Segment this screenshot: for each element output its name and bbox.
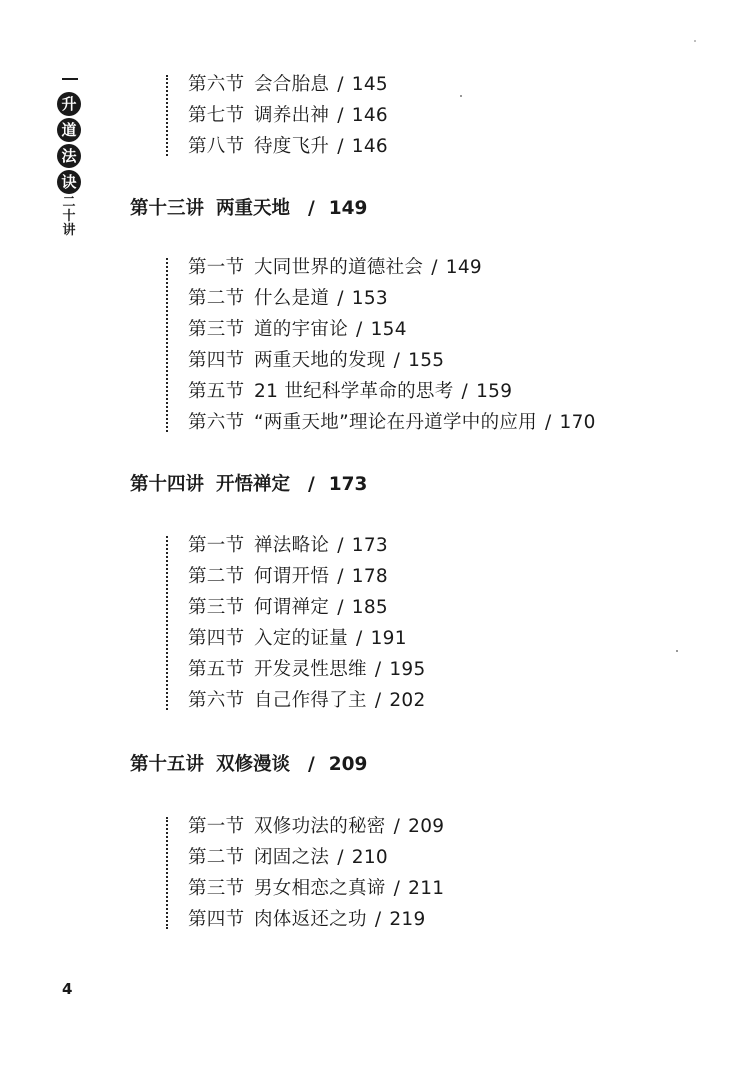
section-title: 21 世纪科学革命的思考: [254, 381, 454, 402]
section-list: [166, 69, 388, 162]
chapter-page: 149: [328, 198, 368, 219]
section-title: 道的宇宙论: [254, 319, 349, 340]
section-number: 第三节: [188, 319, 245, 340]
dotted-rail: [166, 258, 168, 432]
section-page: 173: [351, 535, 388, 556]
section-title: 入定的证量: [254, 628, 349, 649]
separator: /: [393, 878, 401, 899]
chapter-title: 双修漫谈: [216, 754, 291, 775]
separator: /: [337, 74, 344, 95]
toc-section-entry[interactable]: [166, 873, 444, 904]
chapter-number: 第十五讲: [130, 754, 205, 775]
dotted-rail: [166, 817, 168, 929]
chapter-title: 开悟禅定: [216, 474, 291, 495]
chapter-page: 209: [328, 754, 368, 775]
separator: /: [356, 628, 363, 649]
toc-section-entry[interactable]: [166, 69, 388, 100]
section-title: 会合胎息: [254, 74, 330, 95]
section-title: 男女相恋之真谛: [254, 878, 386, 899]
section-number: 第四节: [188, 350, 245, 371]
toc-chapter-heading[interactable]: [130, 470, 367, 500]
separator: /: [337, 597, 344, 618]
section-title: 肉体返还之功: [254, 909, 367, 930]
chapter-page: 173: [328, 474, 368, 495]
separator: /: [308, 754, 315, 775]
section-number: 第六节: [188, 690, 245, 711]
section-title: 闭固之法: [254, 847, 330, 868]
running-title-sub-char: 十: [62, 209, 76, 224]
section-title: 自己作得了主: [254, 690, 367, 711]
separator: /: [337, 136, 344, 157]
separator: /: [393, 816, 401, 837]
toc-chapter-heading[interactable]: [130, 194, 367, 224]
scan-speck: [460, 95, 462, 97]
section-page: 155: [408, 350, 445, 371]
section-page: 191: [370, 628, 407, 649]
section-page: 219: [389, 909, 426, 930]
section-title: 开发灵性思维: [254, 659, 367, 680]
running-title-char: 诀: [57, 170, 81, 194]
running-title-dash: [62, 78, 78, 80]
section-page: 149: [445, 257, 482, 278]
toc-section-entry[interactable]: [166, 314, 596, 345]
section-title: 何谓禅定: [254, 597, 330, 618]
section-title: “两重天地”理论在丹道学中的应用: [254, 412, 537, 433]
section-page: 210: [351, 847, 388, 868]
chapter-title: 两重天地: [216, 198, 291, 219]
toc-section-entry[interactable]: [166, 407, 596, 438]
toc-section-entry[interactable]: [166, 376, 596, 407]
section-number: 第一节: [188, 816, 245, 837]
toc-section-entry[interactable]: [166, 904, 444, 935]
running-title-char: 法: [57, 144, 81, 168]
section-number: 第四节: [188, 628, 245, 649]
scan-speck: [676, 650, 678, 652]
separator: /: [337, 847, 344, 868]
section-page: 178: [351, 566, 388, 587]
toc-section-entry[interactable]: [166, 623, 426, 654]
section-list: [166, 530, 426, 716]
chapter-number: 第十四讲: [130, 474, 205, 495]
section-number: 第八节: [188, 136, 245, 157]
separator: /: [374, 690, 382, 711]
separator: /: [393, 350, 401, 371]
section-page: 145: [351, 74, 388, 95]
section-page: 185: [351, 597, 388, 618]
chapter-number: 第十三讲: [130, 198, 205, 219]
section-number: 第二节: [188, 847, 245, 868]
section-title: 什么是道: [254, 288, 330, 309]
section-number: 第二节: [188, 288, 245, 309]
running-title-char: 道: [57, 118, 81, 142]
section-title: 禅法略论: [254, 535, 330, 556]
toc-section-entry[interactable]: [166, 345, 596, 376]
toc-section-entry[interactable]: [166, 811, 444, 842]
section-number: 第二节: [188, 566, 245, 587]
toc-section-entry[interactable]: [166, 685, 426, 716]
separator: /: [431, 257, 438, 278]
toc-chapter-heading[interactable]: [130, 750, 367, 780]
section-list: [166, 252, 596, 438]
section-page: 211: [408, 878, 445, 899]
section-page: 154: [370, 319, 407, 340]
separator: /: [308, 474, 315, 495]
running-title-sub-char: 讲: [62, 223, 76, 238]
separator: /: [308, 198, 315, 219]
separator: /: [461, 381, 469, 402]
section-page: 146: [351, 105, 388, 126]
section-page: 202: [389, 690, 426, 711]
section-title: 调养出神: [254, 105, 330, 126]
section-number: 第六节: [188, 412, 245, 433]
section-page: 159: [476, 381, 513, 402]
section-title: 待度飞升: [254, 136, 330, 157]
section-page: 195: [389, 659, 426, 680]
toc-section-entry[interactable]: [166, 100, 388, 131]
section-list: [166, 811, 444, 935]
section-title: 何谓开悟: [254, 566, 330, 587]
separator: /: [374, 659, 382, 680]
separator: /: [337, 566, 344, 587]
toc-section-entry[interactable]: [166, 252, 596, 283]
section-title: 两重天地的发现: [254, 350, 386, 371]
section-page: 209: [408, 816, 445, 837]
toc-section-entry[interactable]: [166, 654, 426, 685]
section-number: 第三节: [188, 597, 245, 618]
section-page: 146: [351, 136, 388, 157]
section-number: 第五节: [188, 659, 245, 680]
page-number: 4: [62, 980, 73, 998]
section-number: 第五节: [188, 381, 245, 402]
toc-section-entry[interactable]: [166, 592, 426, 623]
running-title-sub-char: 二: [62, 195, 76, 210]
running-title-char: 升: [57, 92, 81, 116]
section-number: 第六节: [188, 74, 245, 95]
toc-section-entry[interactable]: [166, 530, 426, 561]
section-page: 170: [559, 412, 596, 433]
section-page: 153: [351, 288, 388, 309]
section-title: 双修功法的秘密: [254, 816, 386, 837]
toc-section-entry[interactable]: [166, 842, 444, 873]
separator: /: [356, 319, 363, 340]
scan-speck: [694, 40, 696, 42]
section-number: 第四节: [188, 909, 245, 930]
separator: /: [337, 535, 344, 556]
section-number: 第一节: [188, 535, 245, 556]
separator: /: [337, 105, 344, 126]
section-number: 第一节: [188, 257, 245, 278]
section-title: 大同世界的道德社会: [254, 257, 424, 278]
toc-section-entry[interactable]: [166, 131, 388, 162]
toc-section-entry[interactable]: [166, 561, 426, 592]
section-number: 第三节: [188, 878, 245, 899]
dotted-rail: [166, 75, 168, 156]
toc-section-entry[interactable]: [166, 283, 596, 314]
dotted-rail: [166, 536, 168, 710]
separator: /: [544, 412, 552, 433]
running-title-subtitle: [60, 196, 78, 238]
separator: /: [374, 909, 382, 930]
section-number: 第七节: [188, 105, 245, 126]
separator: /: [337, 288, 344, 309]
